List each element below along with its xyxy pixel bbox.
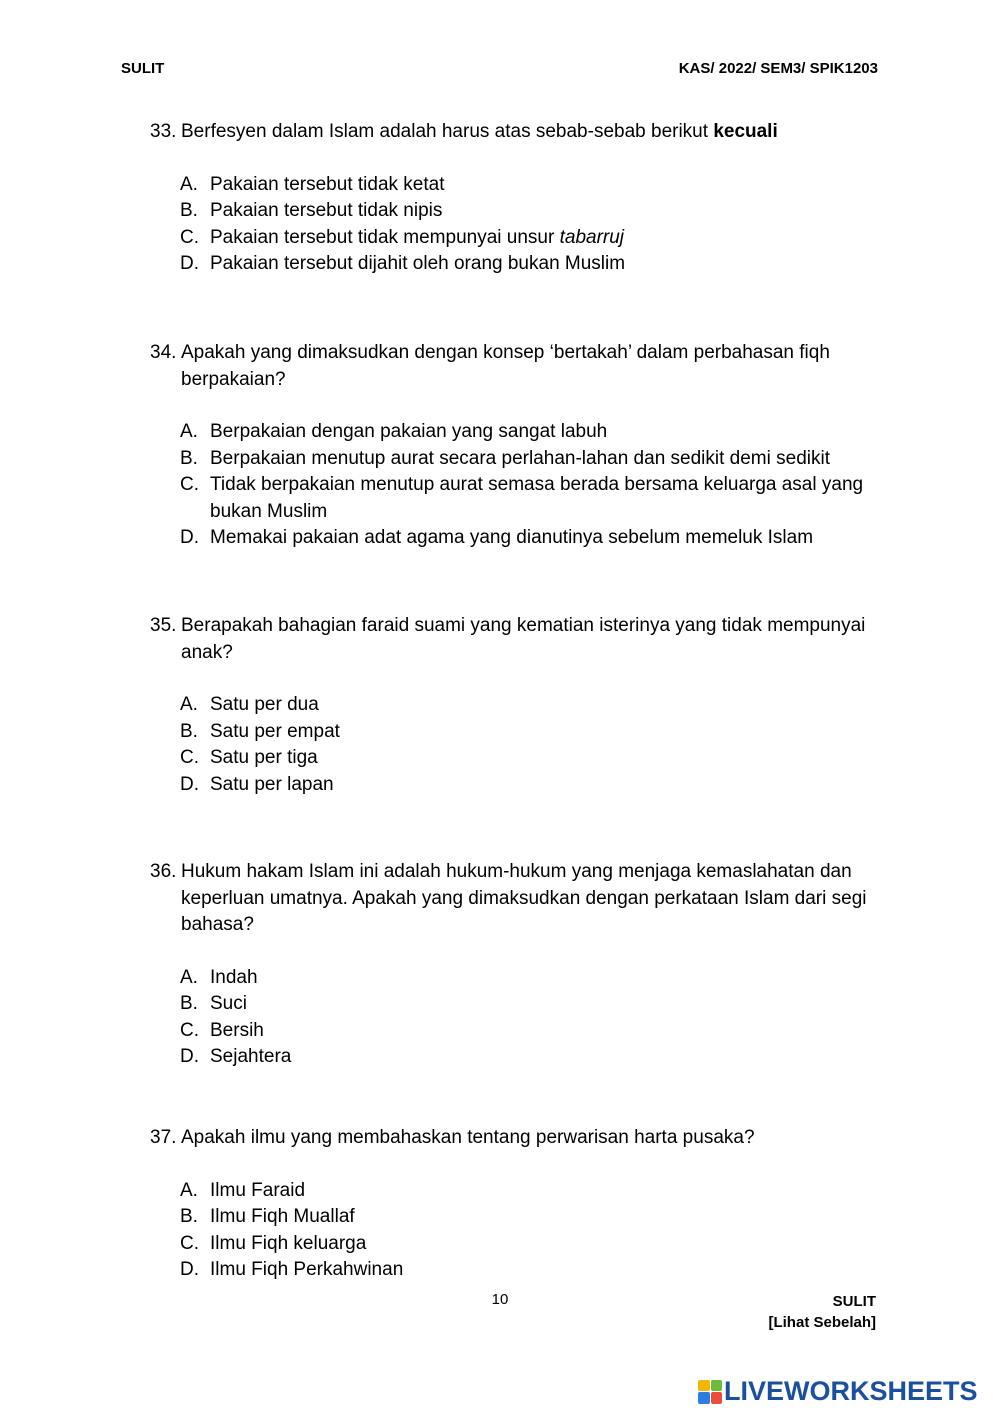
liveworksheets-brand[interactable]: [698, 1376, 978, 1407]
option-list: [180, 965, 880, 1071]
question-number: 37.: [150, 1127, 177, 1148]
question-text: Berapakah bahagian faraid suami yang kematian isterinya yang tidak mempunyai anak?: [181, 615, 866, 663]
option-list: [180, 419, 880, 552]
option-c[interactable]: C. Bersih: [180, 1019, 264, 1041]
option-b[interactable]: B. Berpakaian menutup aurat secara perlahan-lahan dan sedikit demi sedikit: [180, 447, 830, 469]
option-b[interactable]: B. Satu per empat: [180, 720, 340, 742]
question-37: [150, 1125, 880, 1284]
italic-term: tabarruj: [559, 226, 625, 248]
emphasis-word: kecuali: [713, 121, 778, 142]
question-33: [150, 119, 880, 278]
option-d[interactable]: D. Pakaian tersebut dijahit oleh orang bukan Muslim: [180, 253, 626, 274]
option-a[interactable]: A. Satu per dua: [180, 694, 319, 715]
logo-tile: [698, 1380, 710, 1392]
brand-text: LIVEWORKSHEETS: [724, 1376, 978, 1406]
option-a[interactable]: A. Ilmu Faraid: [180, 1179, 306, 1201]
question-number: 36.: [150, 861, 177, 882]
header-left: SULIT: [121, 60, 165, 77]
option-b[interactable]: B. Ilmu Fiqh Muallaf: [180, 1206, 355, 1227]
option-b[interactable]: B. Suci: [180, 993, 247, 1014]
footer-sulit: SULIT: [832, 1293, 876, 1310]
option-d[interactable]: D. Sejahtera: [180, 1046, 292, 1067]
option-c[interactable]: C. Satu per tiga: [180, 747, 318, 768]
option-list: [180, 692, 880, 798]
question-text: Apakah yang dimaksudkan dengan konsep ‘bertakah’ dalam perbahasan fiqh berpakaian?: [181, 342, 830, 390]
option-list: [180, 172, 880, 278]
footer-right: [768, 1291, 876, 1333]
question-text: Apakah ilmu yang membahaskan tentang perwarisan harta pusaka?: [181, 1127, 755, 1148]
header-right: KAS/ 2022/ SEM3/ SPIK1203: [678, 60, 878, 77]
question-36: [150, 859, 880, 1071]
question-text: Hukum hakam Islam ini adalah hukum-hukum yang menjaga kemaslahatan dan keperluan umatnya. Apakah yang dimaksudkan dengan perkataan Islam dari segi bahasa?: [181, 861, 867, 935]
liveworksheets-logo-icon: [698, 1380, 722, 1404]
option-d[interactable]: D. Satu per lapan: [180, 773, 334, 795]
question-number: 34.: [150, 342, 177, 363]
option-a[interactable]: A. Pakaian tersebut tidak ketat: [180, 173, 445, 195]
option-c[interactable]: C. Pakaian tersebut tidak mempunyai unsur tabarruj: [180, 226, 625, 248]
question-text: Berfesyen dalam Islam adalah harus atas sebab-sebab berikut kecuali: [181, 121, 778, 142]
option-d[interactable]: D. Ilmu Fiqh Perkahwinan: [180, 1259, 404, 1280]
question-number: 35.: [150, 615, 177, 636]
option-b[interactable]: B. Pakaian tersebut tidak nipis: [180, 200, 443, 221]
logo-tile: [698, 1392, 710, 1404]
option-a[interactable]: A. Berpakaian dengan pakaian yang sangat labuh: [180, 421, 608, 442]
question-34: [150, 340, 880, 552]
option-list: [180, 1178, 880, 1284]
option-d[interactable]: D. Memakai pakaian adat agama yang dianutinya sebelum memeluk Islam: [180, 527, 814, 548]
option-c[interactable]: C. Tidak berpakaian menutup aurat semasa berada bersama keluarga asal yang bukan Muslim: [180, 474, 864, 522]
question-number: 33.: [150, 121, 177, 142]
logo-tile: [711, 1392, 723, 1404]
question-35: [150, 613, 880, 798]
page-number: 10: [491, 1291, 509, 1308]
logo-tile: [711, 1380, 723, 1392]
option-a[interactable]: A. Indah: [180, 966, 258, 988]
option-c[interactable]: C. Ilmu Fiqh keluarga: [180, 1232, 367, 1254]
footer-next-page: [Lihat Sebelah]: [768, 1314, 876, 1331]
